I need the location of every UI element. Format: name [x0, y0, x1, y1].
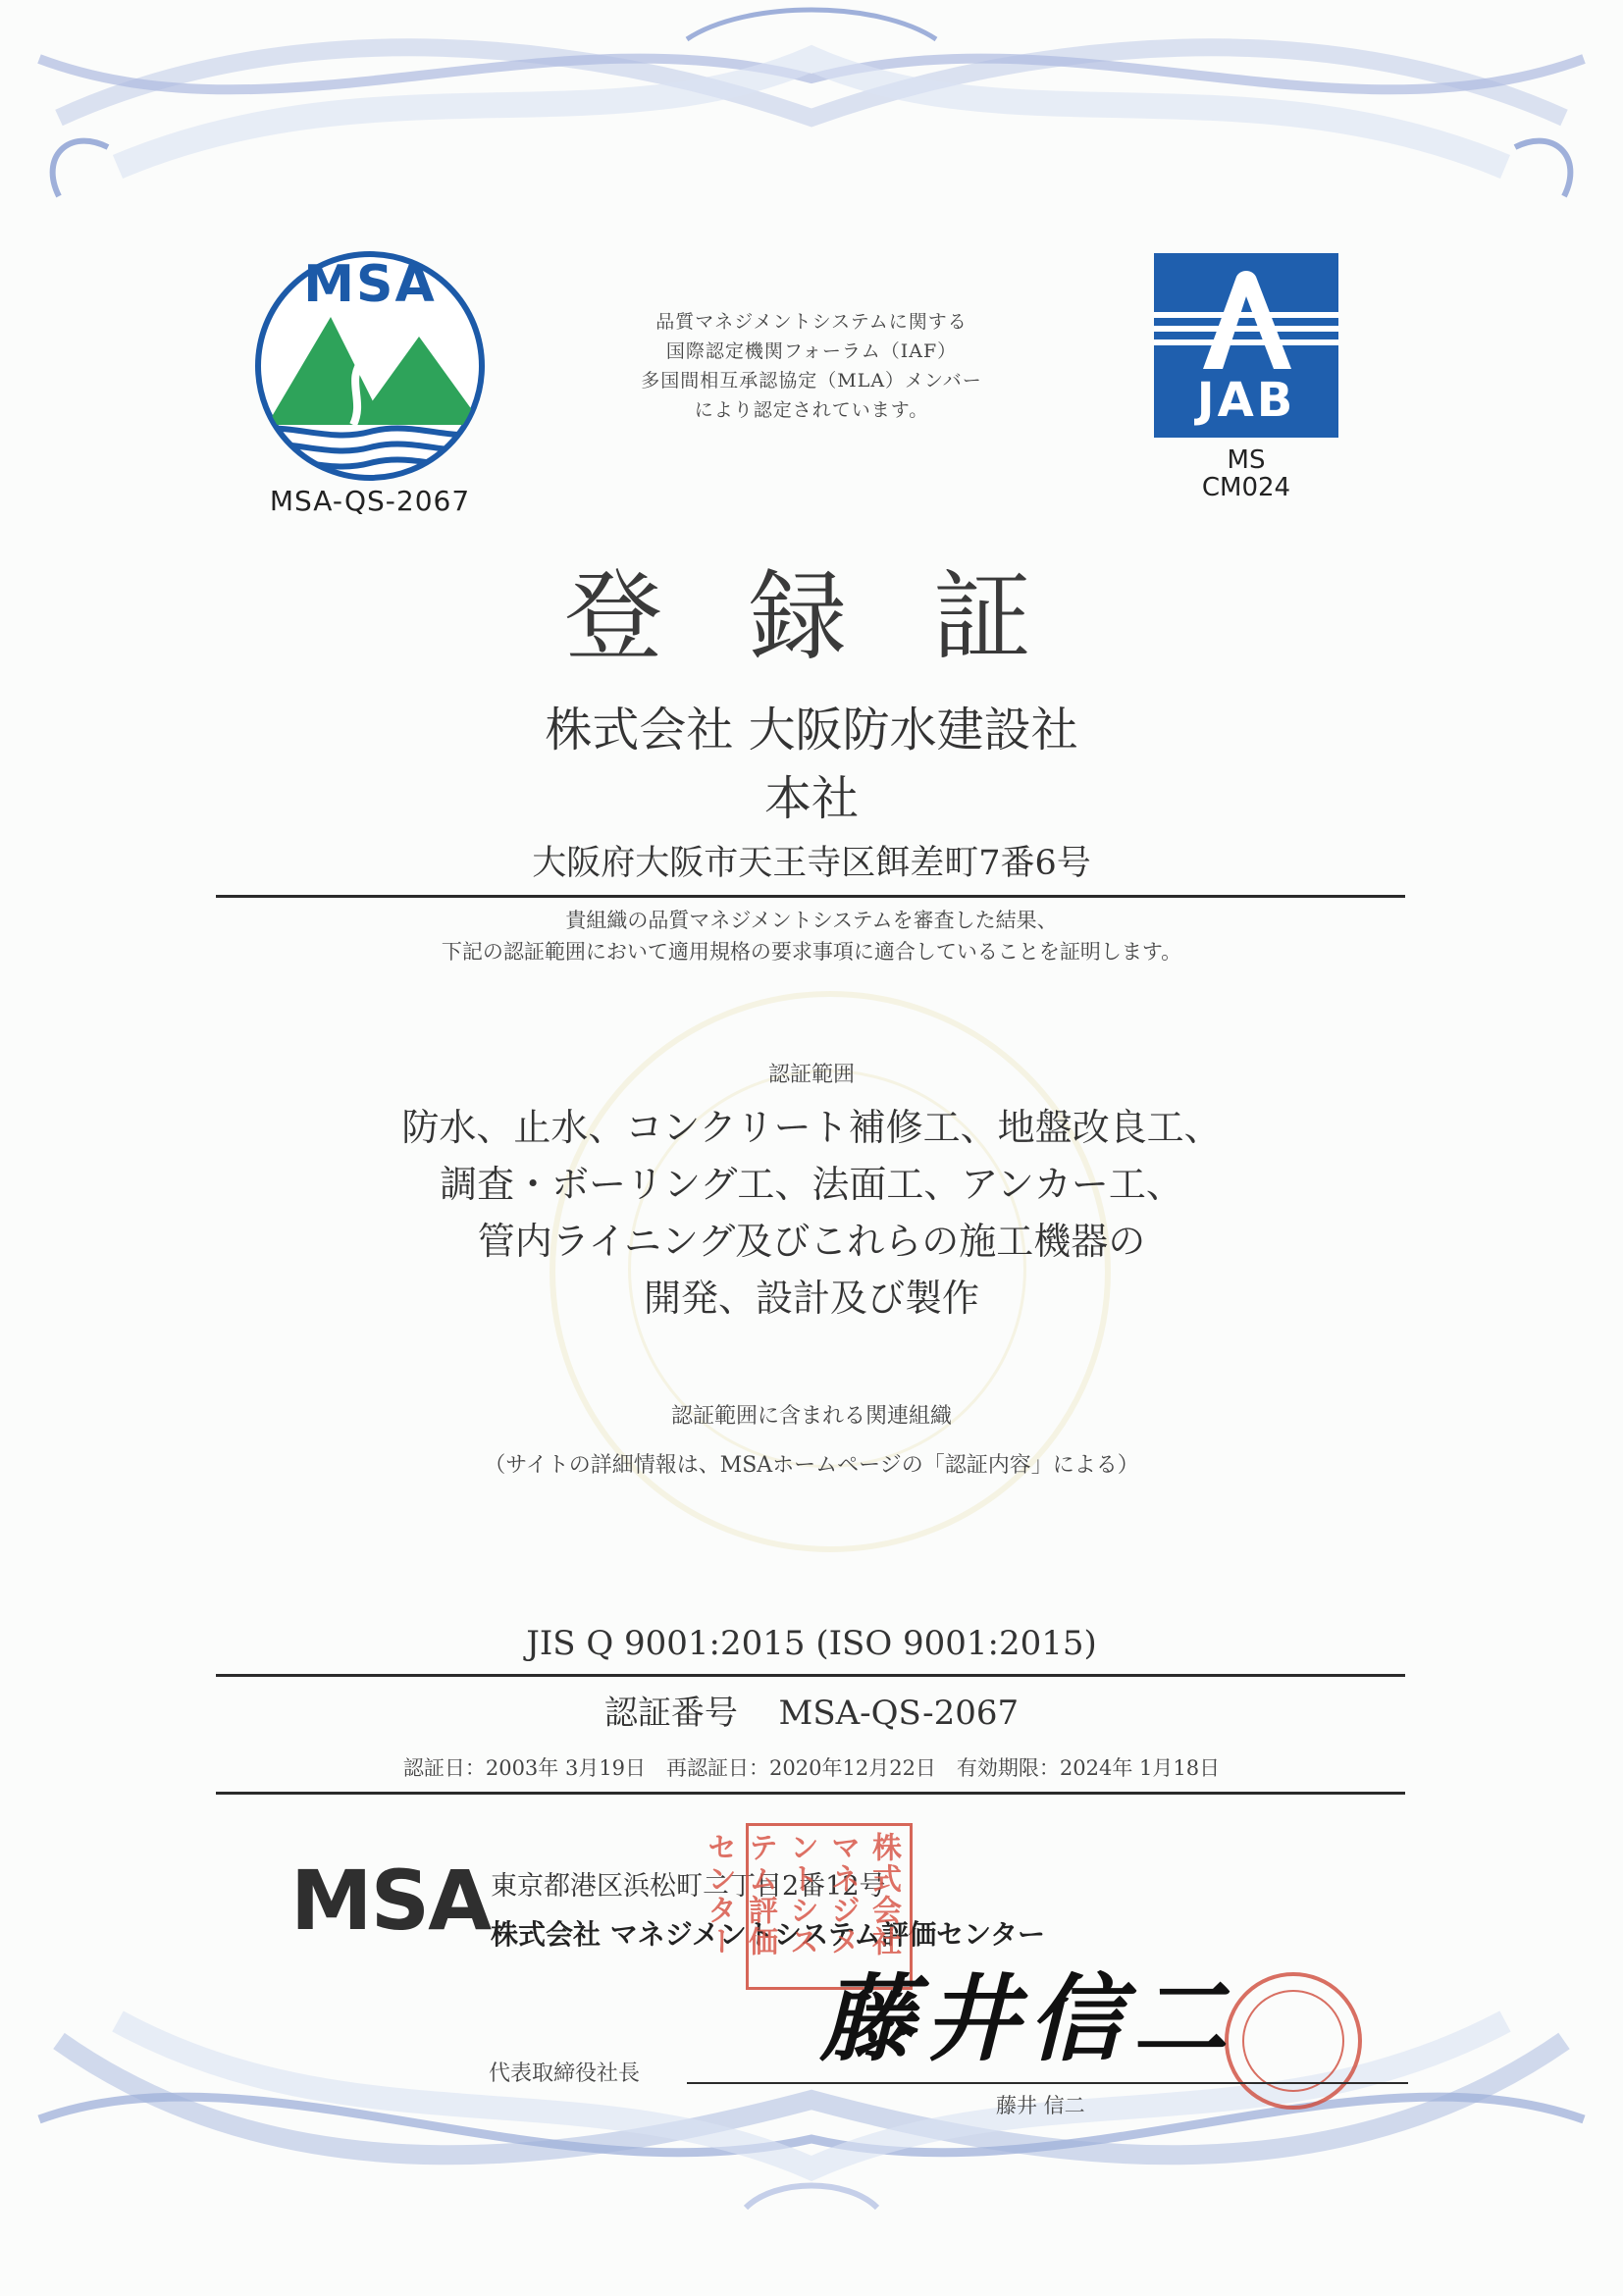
scope-line: 管内ライニング及びこれらの施工機器の: [477, 1220, 1146, 1263]
msa-mark-label: MSA: [303, 255, 437, 314]
iaf-line: 多国間相互承認協定（MLA）メンバー: [641, 370, 982, 391]
related-organizations-note: （サイトの詳細情報は、MSAホームページの「認証内容」による）: [484, 1453, 1139, 1478]
signer-title: 代表取締役社長: [489, 2061, 641, 2086]
signer-name: 藤井 信二: [996, 2094, 1085, 2117]
related-organizations-heading: 認証範囲に含まれる関連組織: [670, 1404, 952, 1429]
issuer-logo: MSA: [290, 1852, 491, 1949]
iaf-statement: [566, 307, 1057, 425]
handwritten-signature: 藤井信二: [820, 1963, 1236, 2074]
certificate-number-label: 認証番号: [603, 1694, 738, 1733]
iaf-line: 品質マネジメントシステムに関する: [655, 311, 968, 333]
address-underline: [216, 895, 1405, 898]
branch-name: 本社: [763, 771, 859, 826]
scope-of-registration: [0, 1099, 1623, 1327]
jab-code: [1148, 446, 1344, 501]
msa-accreditation-mark: [247, 243, 493, 489]
certification-statement: [0, 905, 1623, 967]
representative-seal-stamp: [1225, 1972, 1362, 2110]
signature-line: [687, 2082, 1408, 2084]
standard-underline: [216, 1674, 1405, 1677]
issuer-address: 東京都港区浜松町二丁目2番12号: [491, 1871, 886, 1902]
dates-underline: [216, 1792, 1405, 1795]
scope-line: 開発、設計及び製作: [643, 1277, 979, 1320]
iaf-line: 国際認定機関フォーラム（IAF）: [665, 340, 958, 362]
certificate-number: MSA-QS-2067: [778, 1694, 1020, 1733]
statement-line: 貴組織の品質マネジメントシステムを審査した結果、: [565, 909, 1058, 932]
jab-label: JAB: [1196, 373, 1296, 428]
company-name: 株式会社 大阪防水建設社: [545, 703, 1078, 757]
jab-code-line2: CM024: [1201, 473, 1291, 502]
applied-standard: JIS Q 9001:2015 (ISO 9001:2015): [526, 1624, 1097, 1663]
statement-line: 下記の認証範囲において適用規格の要求事項に適合していることを証明します。: [441, 940, 1182, 964]
certificate-number-row: [0, 1686, 1623, 1734]
scope-heading: 認証範囲: [767, 1063, 855, 1087]
msa-mark-code: MSA-QS-2067: [269, 485, 471, 517]
scope-line: 防水、止水、コンクリート補修工、地盤改良工、: [401, 1106, 1222, 1149]
iaf-line: により認定されています。: [694, 399, 929, 421]
scope-line: 調査・ボーリング工、法面工、アンカー工、: [440, 1163, 1183, 1206]
representative-seal-inner-ring: [1242, 1990, 1344, 2092]
jab-accreditation-mark: [1154, 253, 1338, 438]
bottom-ornament: [0, 1982, 1623, 2296]
company-seal-stamp: 株式会社マネジメントシステム評価センター: [746, 1823, 913, 1990]
company-address: 大阪府大阪市天王寺区餌差町7番6号: [532, 844, 1091, 883]
top-ornament: [0, 0, 1623, 255]
certificate-title: 登 録 証: [564, 559, 1059, 674]
certificate-dates: 認証日：2003年 3月19日 再認証日：2020年12月22日 有効期限：2024年 1月18日: [402, 1756, 1221, 1780]
jab-code-line1: MS: [1227, 445, 1266, 475]
issuer-name: 株式会社 マネジメントシステム評価センター: [491, 1918, 1045, 1951]
